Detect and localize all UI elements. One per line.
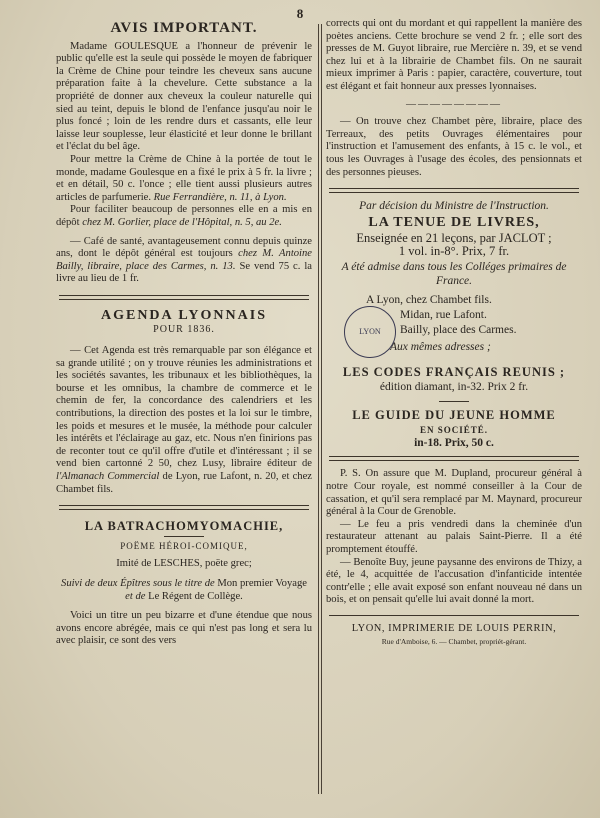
guide-subtitle: EN SOCIÉTÉ.	[419, 425, 489, 436]
batra-line: Imité de LESCHES, poëte grec;	[116, 558, 252, 570]
agenda-almanach: l'Almanach Commercial	[56, 471, 160, 482]
address-same: Aux mêmes adresses ;	[390, 340, 491, 353]
batra-and: et de	[125, 591, 146, 603]
batra-regent: Le Régent de Collège.	[148, 591, 243, 603]
cafe-text: — Café de santé, avantageusement connu depuis quinze ans, dont le dépôt général est toujours	[56, 235, 312, 260]
codes-title: LES CODES FRANÇAIS REUNIS ;	[342, 364, 566, 379]
batra-continuation: corrects qui ont du mordant et qui rappellent la manière des poètes anciens. Cette brochure se vend 2 fr. ; elle sort des presses de M. Guyot libraire, rue Mercière n. 39, et se vend chez lui et à la librairie de Chambet fils. On ne saurait mieux imprimer à Paris : papier, caractère, couverture, tout est élégant et fait honneur aux presses lyonnaises.	[326, 18, 582, 92]
codes-subtitle: édition diamant, in-32. Prix 2 fr.	[379, 381, 529, 394]
tenue-price: 1 vol. in-8°. Prix, 7 fr.	[398, 243, 510, 258]
guide-price: in-18. Prix, 50 c.	[414, 436, 494, 449]
section-rule	[329, 456, 579, 461]
left-column	[56, 18, 312, 648]
news-paragraph: — Benoîte Buy, jeune paysanne des environs de Thizy, a été, le 4, acquittée de l'accusation d'infanticide intentée contr'elle ; elle avait exposé son enfant nouveau né dans un bois, et on pensait qu'elle lui avait donné la mort.	[326, 556, 582, 606]
avis-address: chez M. Gorlier, place de l'Hôpital, n. 5, au 2e.	[82, 216, 282, 228]
section-rule	[329, 188, 579, 193]
imprint-subtitle: Rue d'Amboise, 6. — Chambet, propriét-gérant.	[381, 636, 527, 646]
agenda-text: — Cet Agenda est très remarquable par son élégance et sa grande utilité ; on y trouve réunies les administrations et les sociétés savantes, les tribunaux et les bibliothèques, la bourse et les omnibus, la chambre de commerce et le chemin de fer, la concordance des calendriers et les contributions, la direction des postes et la loi sur le timbre, les poids et mesures et le musée, la méthode pour calculer les intérêts et l'éclairage au gaz, etc. Nous n'en finirions pas de reconter tout ce qu'il offre d'utile et d'intéressant ; il se vend bien cartonné 2 50, chez Lusy, libraire éditeur de	[56, 345, 312, 470]
batra-title: LA BATRACHOMYOMACHIE,	[84, 519, 284, 534]
avis-text: Pour faciliter beaucoup de personnes elle en a mis en dépôt	[56, 204, 312, 228]
short-rule	[164, 536, 204, 537]
agenda-subtitle: POUR 1836.	[153, 324, 215, 336]
short-rule	[439, 401, 469, 402]
avis-text: Pour mettre la Crème de Chine à la portée de tout le monde, madame Goulesque en a fixé le prix à 5 fr. la livre ; et en détail, 50 c. l'once ; elle tient aussi plusieurs autres articles de parfumerie.	[56, 153, 312, 203]
avis-paragraph	[56, 204, 312, 229]
section-rule	[59, 505, 309, 510]
tenue-title: LA TENUE DE LIVRES,	[368, 214, 540, 230]
decision-line: Par décision du Ministre de l'Instruction.	[359, 200, 549, 213]
avis-address: Rue Ferrandière, n. 11, à Lyon.	[153, 191, 287, 203]
agenda-paragraph	[56, 345, 312, 496]
address-midan: Midan, rue Lafont.	[400, 308, 487, 321]
batra-subtitle: POËME HÉROI-COMIQUE,	[120, 540, 248, 551]
right-column	[326, 18, 582, 648]
news-paragraph: — Le feu a pris vendredi dans la cheminée d'un restaurateur attenant au palais Saint-Pierre. Il a été promptement étouffé.	[326, 518, 582, 556]
avis-title: AVIS IMPORTANT.	[110, 20, 258, 36]
imprint-rule	[329, 615, 579, 616]
column-divider	[318, 24, 319, 794]
chambet-paragraph: — On trouve chez Chambet père, libraire, place des Terreaux, des petits Ouvrages élémentaires pour l'instruction et l'amusement des enfants, à 15 c. le vol., et tous les Ouvrages à l'usage des écoles, des pensionnats et des personnes pieuses.	[326, 116, 582, 178]
library-stamp	[344, 306, 396, 358]
ps-paragraph: P. S. On assure que M. Dupland, procureur général à notre Cour royale, est nommé conseiller à la Cour de cassation, et qu'il sera remplacé par M. Maynard, procureur général à la Cour de Grenoble.	[326, 468, 582, 518]
imprint-title: LYON, IMPRIMERIE DE LOUIS PERRIN,	[351, 623, 557, 634]
stamp-text: LYON	[359, 326, 381, 336]
column-divider	[321, 24, 322, 794]
batra-paragraph: Voici un titre un peu bizarre et d'une étendue que nous avons encore abrégée, mais ce qui n'est pas long et sera lu avec plaisir, ce sont des vers	[56, 609, 312, 647]
cafe-price: Se vend 75 c. la livre au lieu de 1 fr.	[56, 260, 312, 285]
batra-suivi-text: Suivi de deux Épîtres sous le titre de	[61, 577, 215, 589]
ornament-rule: ――――――――	[406, 98, 502, 110]
avis-paragraph	[56, 154, 312, 204]
avis-paragraph: Madame GOULESQUE a l'honneur de prévenir le public qu'elle est la seule qui possède le moyen de fabriquer la Crème de Chine pour teindre les cheveux sans aucune préparation faite à la chevelure. Cette substance a la propriété de donner aux cheveux la couleur naturelle qui sied au teint, depuis le blond de l'enfance jusqu'au noir le plus foncé ; loin de les rendre durs et cassants, elle leur laisse leur souplesse, leur élasticité et leur donne le brillant et l'éclat du bel âge.	[56, 40, 312, 153]
cafe-address: chez M. Antoine Bailly, libraire, place des Carmes, n. 13.	[56, 248, 312, 272]
address-bailly: Bailly, place des Carmes.	[400, 323, 517, 336]
cafe-paragraph	[56, 236, 312, 286]
section-rule	[59, 295, 309, 300]
address-chambet: A Lyon, chez Chambet fils.	[366, 293, 492, 306]
batra-suivi	[56, 577, 312, 604]
tenue-admise: A été admise dans tous les Colléges primaires de France.	[341, 260, 567, 287]
tenue-subtitle: Enseignée en 21 leçons, par JACLOT ;	[356, 231, 552, 246]
page-number: 8	[296, 6, 304, 21]
agenda-text-end: de Lyon, rue Lafont, n. 20, et chez Chambet fils.	[56, 471, 312, 495]
address-block	[326, 294, 582, 362]
batra-voyage: Mon premier Voyage	[217, 577, 307, 589]
agenda-title: AGENDA LYONNAIS	[100, 307, 267, 323]
guide-title: LE GUIDE DU JEUNE HOMME	[352, 407, 556, 422]
